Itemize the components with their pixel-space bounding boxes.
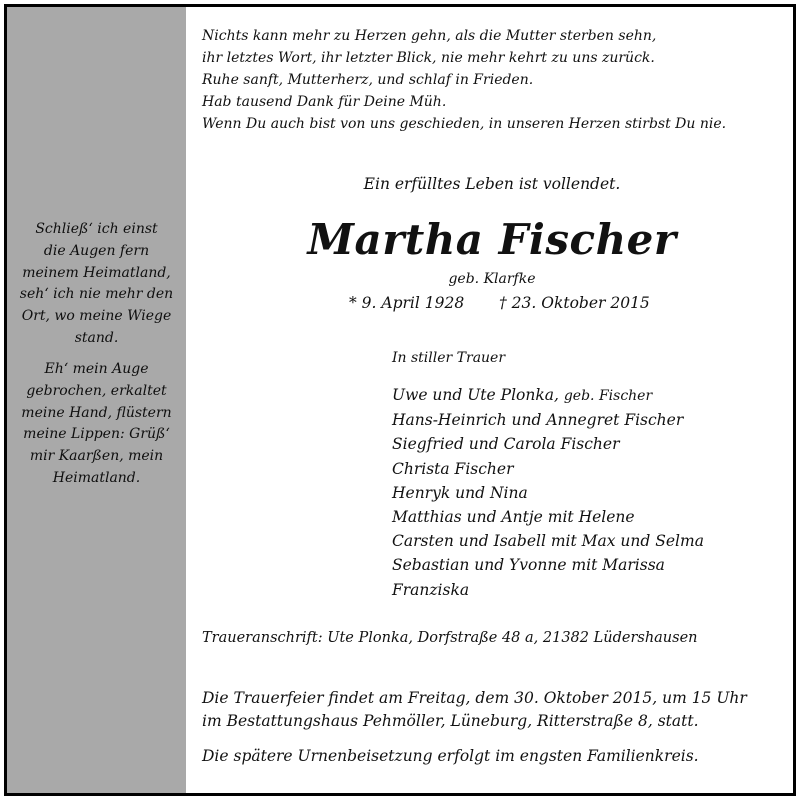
opening-poem — [202, 25, 726, 135]
sidebar-verse-2 — [7, 359, 186, 490]
mourner-note: geb. Fischer — [563, 388, 653, 404]
mourner-item: Hans-Heinrich und Annegret Fischer — [392, 411, 684, 430]
mourner-item: Siegfried und Carola Fischer — [392, 435, 620, 454]
birth-date: * 9. April 1928 — [349, 294, 465, 312]
sidebar-verse-line: Eh‘ mein Auge — [44, 361, 149, 377]
deceased-name: Martha Fischer — [307, 215, 677, 264]
sidebar-verse-line: meine Hand, flüstern — [21, 404, 172, 421]
poem-line: Wenn Du auch bist von uns geschieden, in unseren Herzen stirbst Du nie. — [202, 116, 727, 132]
motto: Ein erfülltes Leben ist vollendet. — [363, 175, 621, 193]
sidebar-verse-1 — [7, 219, 186, 350]
maiden-name: geb. Klarfke — [448, 271, 536, 287]
mourning-intro: In stiller Trauer — [392, 350, 506, 366]
sidebar-verse-line: Heimatland. — [52, 469, 141, 486]
mourner-item: Henryk und Nina — [392, 483, 528, 502]
urn-burial-info: Die spätere Urnenbeisetzung erfolgt im engsten Familienkreis. — [202, 747, 699, 765]
mourners-list — [392, 383, 704, 602]
poem-line: ihr letztes Wort, ihr letzter Blick, nie mehr kehrt zu uns zurück. — [202, 50, 655, 66]
obituary-notice — [4, 4, 796, 796]
mourning-address: Traueranschrift: Ute Plonka, Dorfstraße 48 a, 21382 Lüdershausen — [202, 630, 698, 646]
sidebar-verse-line: meine Lippen: Grüß‘ — [23, 426, 170, 443]
funeral-line: im Bestattungshaus Pehmöller, Lüneburg, Ritterstraße 8, statt. — [202, 712, 699, 730]
sidebar-verse-line: gebrochen, erkaltet — [26, 382, 167, 399]
poem-line: Hab tausend Dank für Deine Müh. — [202, 94, 447, 110]
mourner-name: Uwe und Ute Plonka, — [392, 386, 559, 404]
sidebar — [7, 7, 186, 793]
poem-line: Ruhe sanft, Mutterherz, und schlaf in Frieden. — [202, 72, 534, 88]
sidebar-verse-line: stand. — [74, 329, 119, 346]
sidebar-verse-line: mir Kaarßen, mein — [29, 448, 164, 465]
funeral-line: Die Trauerfeier findet am Freitag, dem 30. Oktober 2015, um 15 Uhr — [202, 689, 747, 707]
mourner-item — [392, 383, 704, 408]
sidebar-verse-line: Schließ‘ ich einst — [35, 221, 158, 237]
sidebar-verse-line: die Augen fern — [43, 242, 150, 259]
sidebar-verse-line: Ort, wo meine Wiege — [21, 308, 172, 325]
mourner-item: Franziska — [392, 580, 470, 599]
poem-line: Nichts kann mehr zu Herzen gehn, als die Mutter sterben sehn, — [202, 28, 657, 44]
mourner-item: Matthias und Antje mit Helene — [392, 508, 635, 527]
funeral-info — [202, 687, 747, 733]
death-date: † 23. Oktober 2015 — [499, 294, 650, 312]
sidebar-verse-line: seh‘ ich nie mehr den — [19, 286, 174, 303]
mourner-item: Carsten und Isabell mit Max und Selma — [392, 532, 704, 551]
sidebar-verse-line: meinem Heimatland, — [22, 264, 171, 281]
mourner-item: Christa Fischer — [392, 459, 514, 478]
mourner-item: Sebastian und Yvonne mit Marissa — [392, 556, 665, 575]
